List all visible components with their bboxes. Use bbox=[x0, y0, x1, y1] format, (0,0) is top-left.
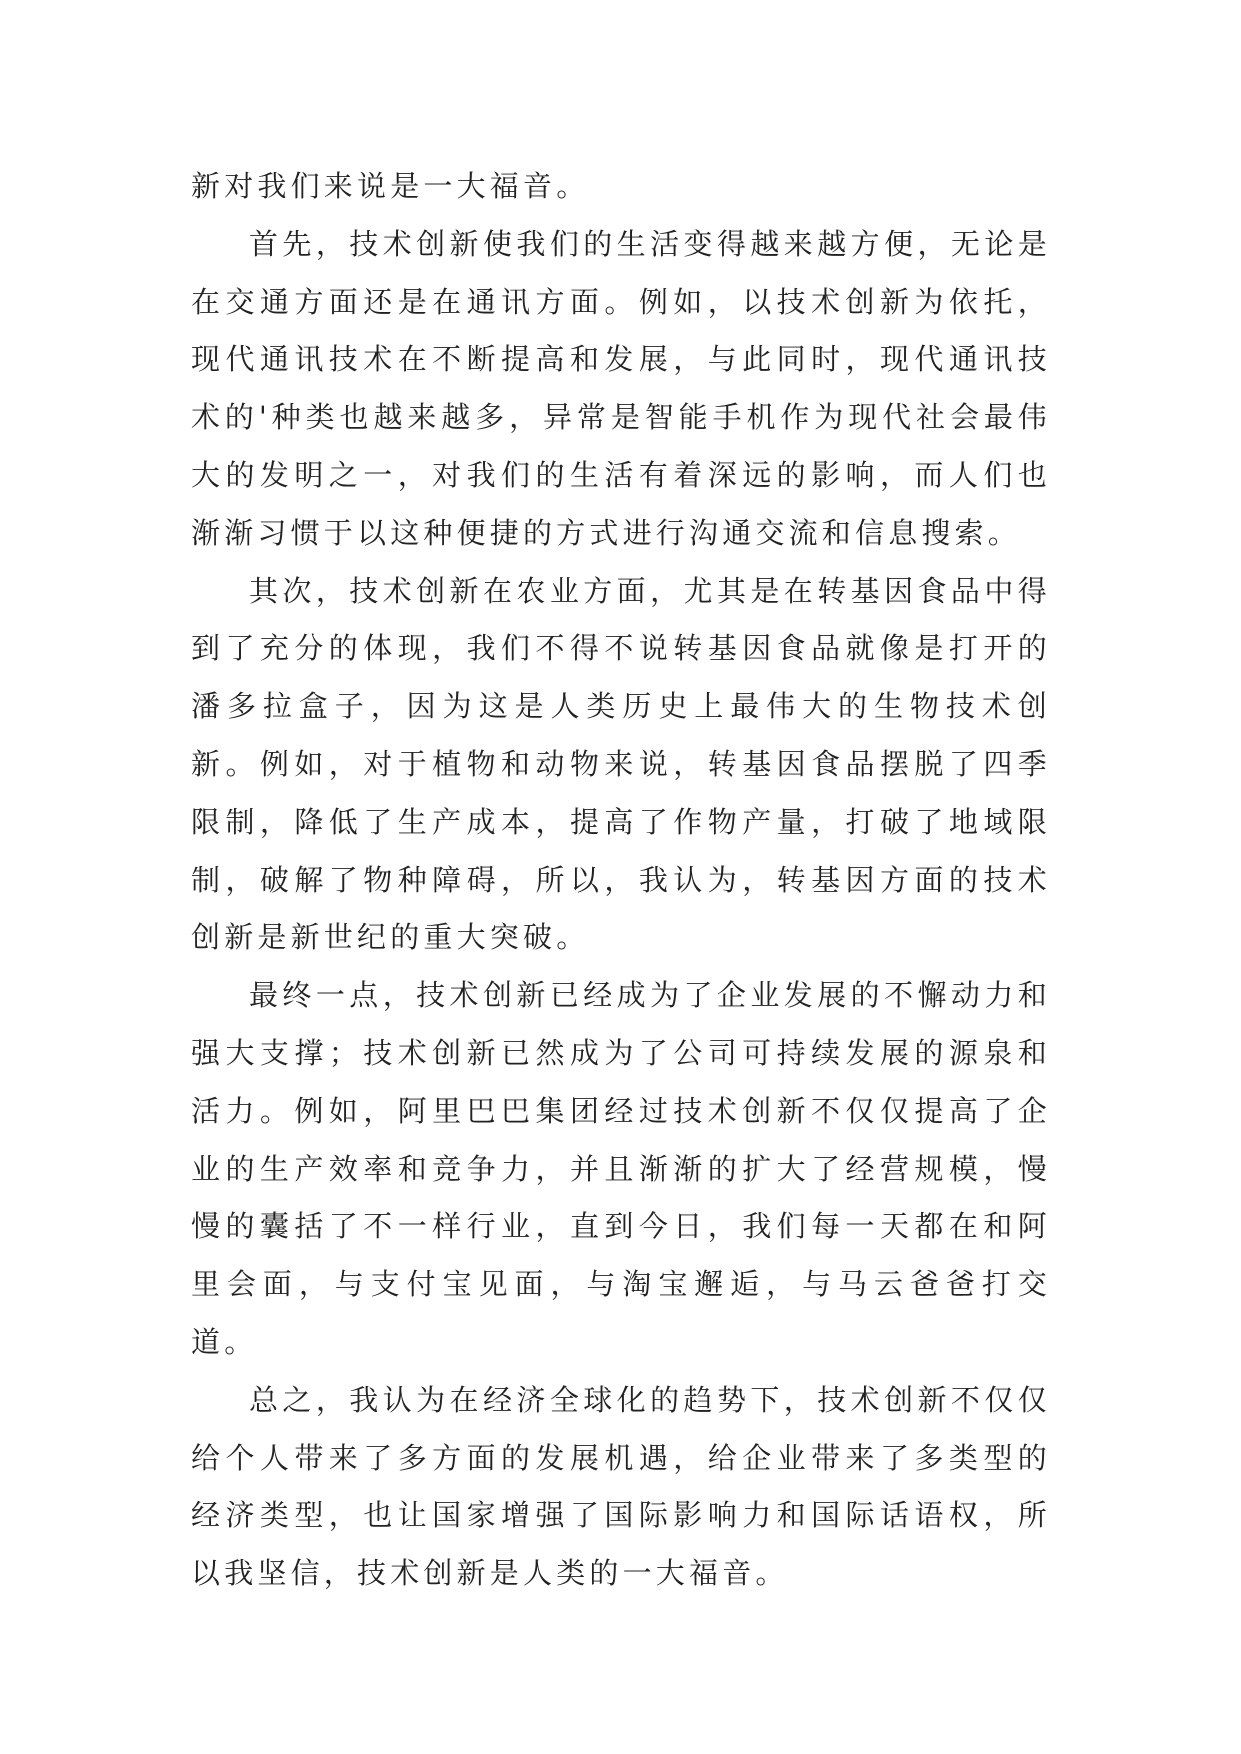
paragraph-conclusion: 总之，我认为在经济全球化的趋势下，技术创新不仅仅给个人带来了多方面的发展机遇，给企业带来了多类型的经济类型，也让国家增强了国际影响力和国际话语权，所以我坚信，技术创新是人类的一大福音。 bbox=[191, 1382, 1051, 1591]
paragraph-second: 其次，技术创新在农业方面，尤其是在转基因食品中得到了充分的体现，我们不得不说转基因食品就像是打开的潘多拉盒子，因为这是人类历史上最伟大的生物技术创新。例如，对于植物和动物来说，转基因食品摆脱了四季限制，降低了生产成本，提高了作物产量，打破了地域限制，破解了物种障碍，所以，我认为，转基因方面的技术创新是新世纪的重大突破。 bbox=[191, 573, 1051, 955]
paragraph-first: 首先，技术创新使我们的生活变得越来越方便，无论是在交通方面还是在通讯方面。例如，以技术创新为依托，现代通讯技术在不断提高和发展，与此同时，现代通讯技术的'种类也越来越多，异常是智能手机作为现代社会最伟大的发明之一，对我们的生活有着深远的影响，而人们也渐渐习惯于以这种便捷的方式进行沟通交流和信息搜索。 bbox=[191, 226, 1051, 550]
paragraph-third: 最终一点，技术创新已经成为了企业发展的不懈动力和强大支撑；技术创新已然成为了公司可持续发展的源泉和活力。例如，阿里巴巴集团经过技术创新不仅仅提高了企业的生产效率和竞争力，并且渐渐的扩大了经营规模，慢慢的囊括了不一样行业，直到今日，我们每一天都在和阿里会面，与支付宝见面，与淘宝邂逅，与马云爸爸打交道。 bbox=[191, 978, 1051, 1359]
body-text bbox=[191, 158, 1051, 1603]
paragraph-continuation: 新对我们来说是一大福音。 bbox=[191, 169, 590, 203]
